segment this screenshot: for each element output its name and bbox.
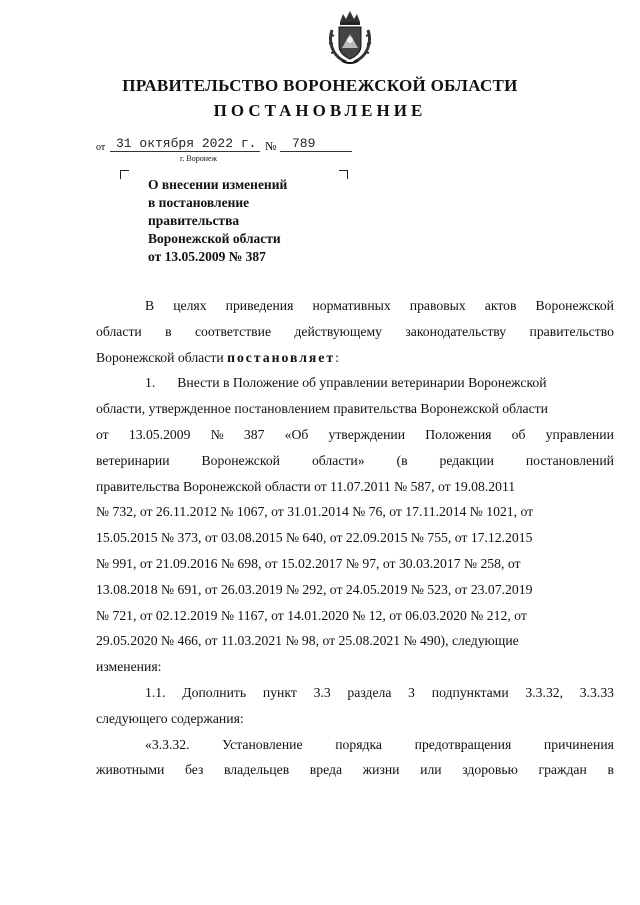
word: актов [484,298,517,313]
body-line [96,680,614,706]
word: приведения [225,298,294,313]
word: изменения: [96,659,162,675]
word: в [165,323,172,339]
word: граждан [538,762,587,778]
body-line [96,370,614,396]
document-subject [148,176,348,266]
word: животными [96,762,165,778]
word: в [607,762,614,778]
word: владельцев [224,762,290,778]
body-line [96,448,614,474]
word: без [184,762,204,778]
word: соответствие [194,323,272,339]
body-line [96,551,614,577]
item-number: «3.3.32. [145,736,190,752]
body-line [96,474,614,500]
word: 13.08.2018 № 691, от 26.03.2019 № 292, от 24.05.2019 № 523, от 23.07.2019 [96,581,533,597]
word: постановлений [525,452,614,468]
word: области [96,323,142,339]
word: 3.3 [313,684,331,700]
word: законодательству [405,323,507,339]
subject-line: в постановление [148,195,250,210]
word: причинения [543,736,614,752]
body-line [96,345,614,371]
word: пункт [262,684,297,700]
word: Дополнить [182,684,247,700]
spaced-word-postanovlyaet: постановляет [227,349,336,365]
body-line [96,757,614,783]
item-number: 1.1. [145,684,166,700]
number-underline [280,151,352,152]
punctuation: : [335,349,339,365]
word: № 721, от 02.12.2019 № 1167, от 14.01.2020 № 12, от 06.03.2020 № 212, от [96,607,527,623]
word: 15.05.2015 № 373, от 03.08.2015 № 640, от 22.09.2015 № 755, от 17.12.2015 [96,530,533,546]
word: 387 [243,426,265,442]
subject-line: Воронежской области [148,231,281,246]
word: следующего содержания: [96,710,244,726]
date-underline [110,151,260,152]
word: 3.3.33 [579,684,614,700]
word: от [96,426,109,442]
word: подпунктами [431,684,509,700]
word: Внести в Положение об управлении ветеринарии Воронежской [177,375,547,391]
word: раздела [347,684,392,700]
word: или [420,762,442,778]
word: порядка [335,736,382,752]
word: № 991, от 21.09.2016 № 698, от 15.02.2017 № 97, от 30.03.2017 № 258, от [96,555,521,571]
government-title: ПРАВИТЕЛЬСТВО ВОРОНЕЖСКОЙ ОБЛАСТИ [122,76,518,95]
word: правительство [529,323,614,339]
word: ветеринарии [96,452,170,468]
word: редакции [439,452,494,468]
word: Воронежской области [96,349,228,365]
body-line [96,396,614,422]
number-label: № [265,139,277,153]
word: 13.05.2009 [128,426,191,442]
word: области» [311,452,365,468]
body-line [96,732,614,758]
body-line [96,654,614,680]
document-number: 789 [292,136,316,151]
subject-line: О внесении изменений [148,177,288,192]
body-line [96,293,614,319]
body-line [96,706,614,732]
word: Воронежской [535,298,614,313]
subject-line: от 13.05.2009 № 387 [148,249,266,264]
date-from-label: от [96,142,106,153]
word: здоровью [462,762,518,778]
body-line [96,499,614,525]
body-line [96,628,614,654]
subject-corner-mark-left [120,170,129,179]
word: 3.3.32, [525,684,564,700]
word: 3 [408,684,416,700]
word: правительства Воронежской области от 11.07.2011 № 587, от 19.08.2011 [96,478,516,494]
word: управлении [545,426,614,442]
word: вреда [309,762,343,778]
body-line [96,603,614,629]
body-line [96,577,614,603]
word: действующему [294,323,383,339]
coat-of-arms-emblem [326,8,374,66]
word: 29.05.2020 № 466, от 11.03.2021 № 98, от 25.08.2021 № 490), следующие [96,633,519,649]
document-type-title: ПОСТАНОВЛЕНИЕ [213,101,427,120]
word: утверждении [328,426,406,442]
document-date-number-row [96,136,366,160]
document-date: 31 октября 2022 г. [116,136,257,151]
word: нормативных [312,298,391,313]
word: целях [173,298,207,313]
word: предотвращения [414,736,512,752]
word: № [210,426,224,442]
word: правовых [409,298,466,313]
word: В [145,298,155,313]
word: жизни [362,762,400,778]
item-number: 1. [145,375,156,391]
word: Установление [222,736,303,752]
body-line [96,319,614,345]
subject-line: правительства [148,213,240,228]
document-body [96,293,614,783]
body-line [96,525,614,551]
word: (в [396,452,408,468]
body-line [96,422,614,448]
word: Положения [425,426,492,442]
word: «Об [284,426,309,442]
word: об [511,426,526,442]
word: Воронежской [201,452,280,468]
word: области, утвержденное постановлением правительства Воронежской области [96,401,548,417]
word: № 732, от 26.11.2012 № 1067, от 31.01.2014 № 76, от 17.11.2014 № 1021, от [96,504,534,520]
city-label: г. Воронеж [180,154,218,163]
